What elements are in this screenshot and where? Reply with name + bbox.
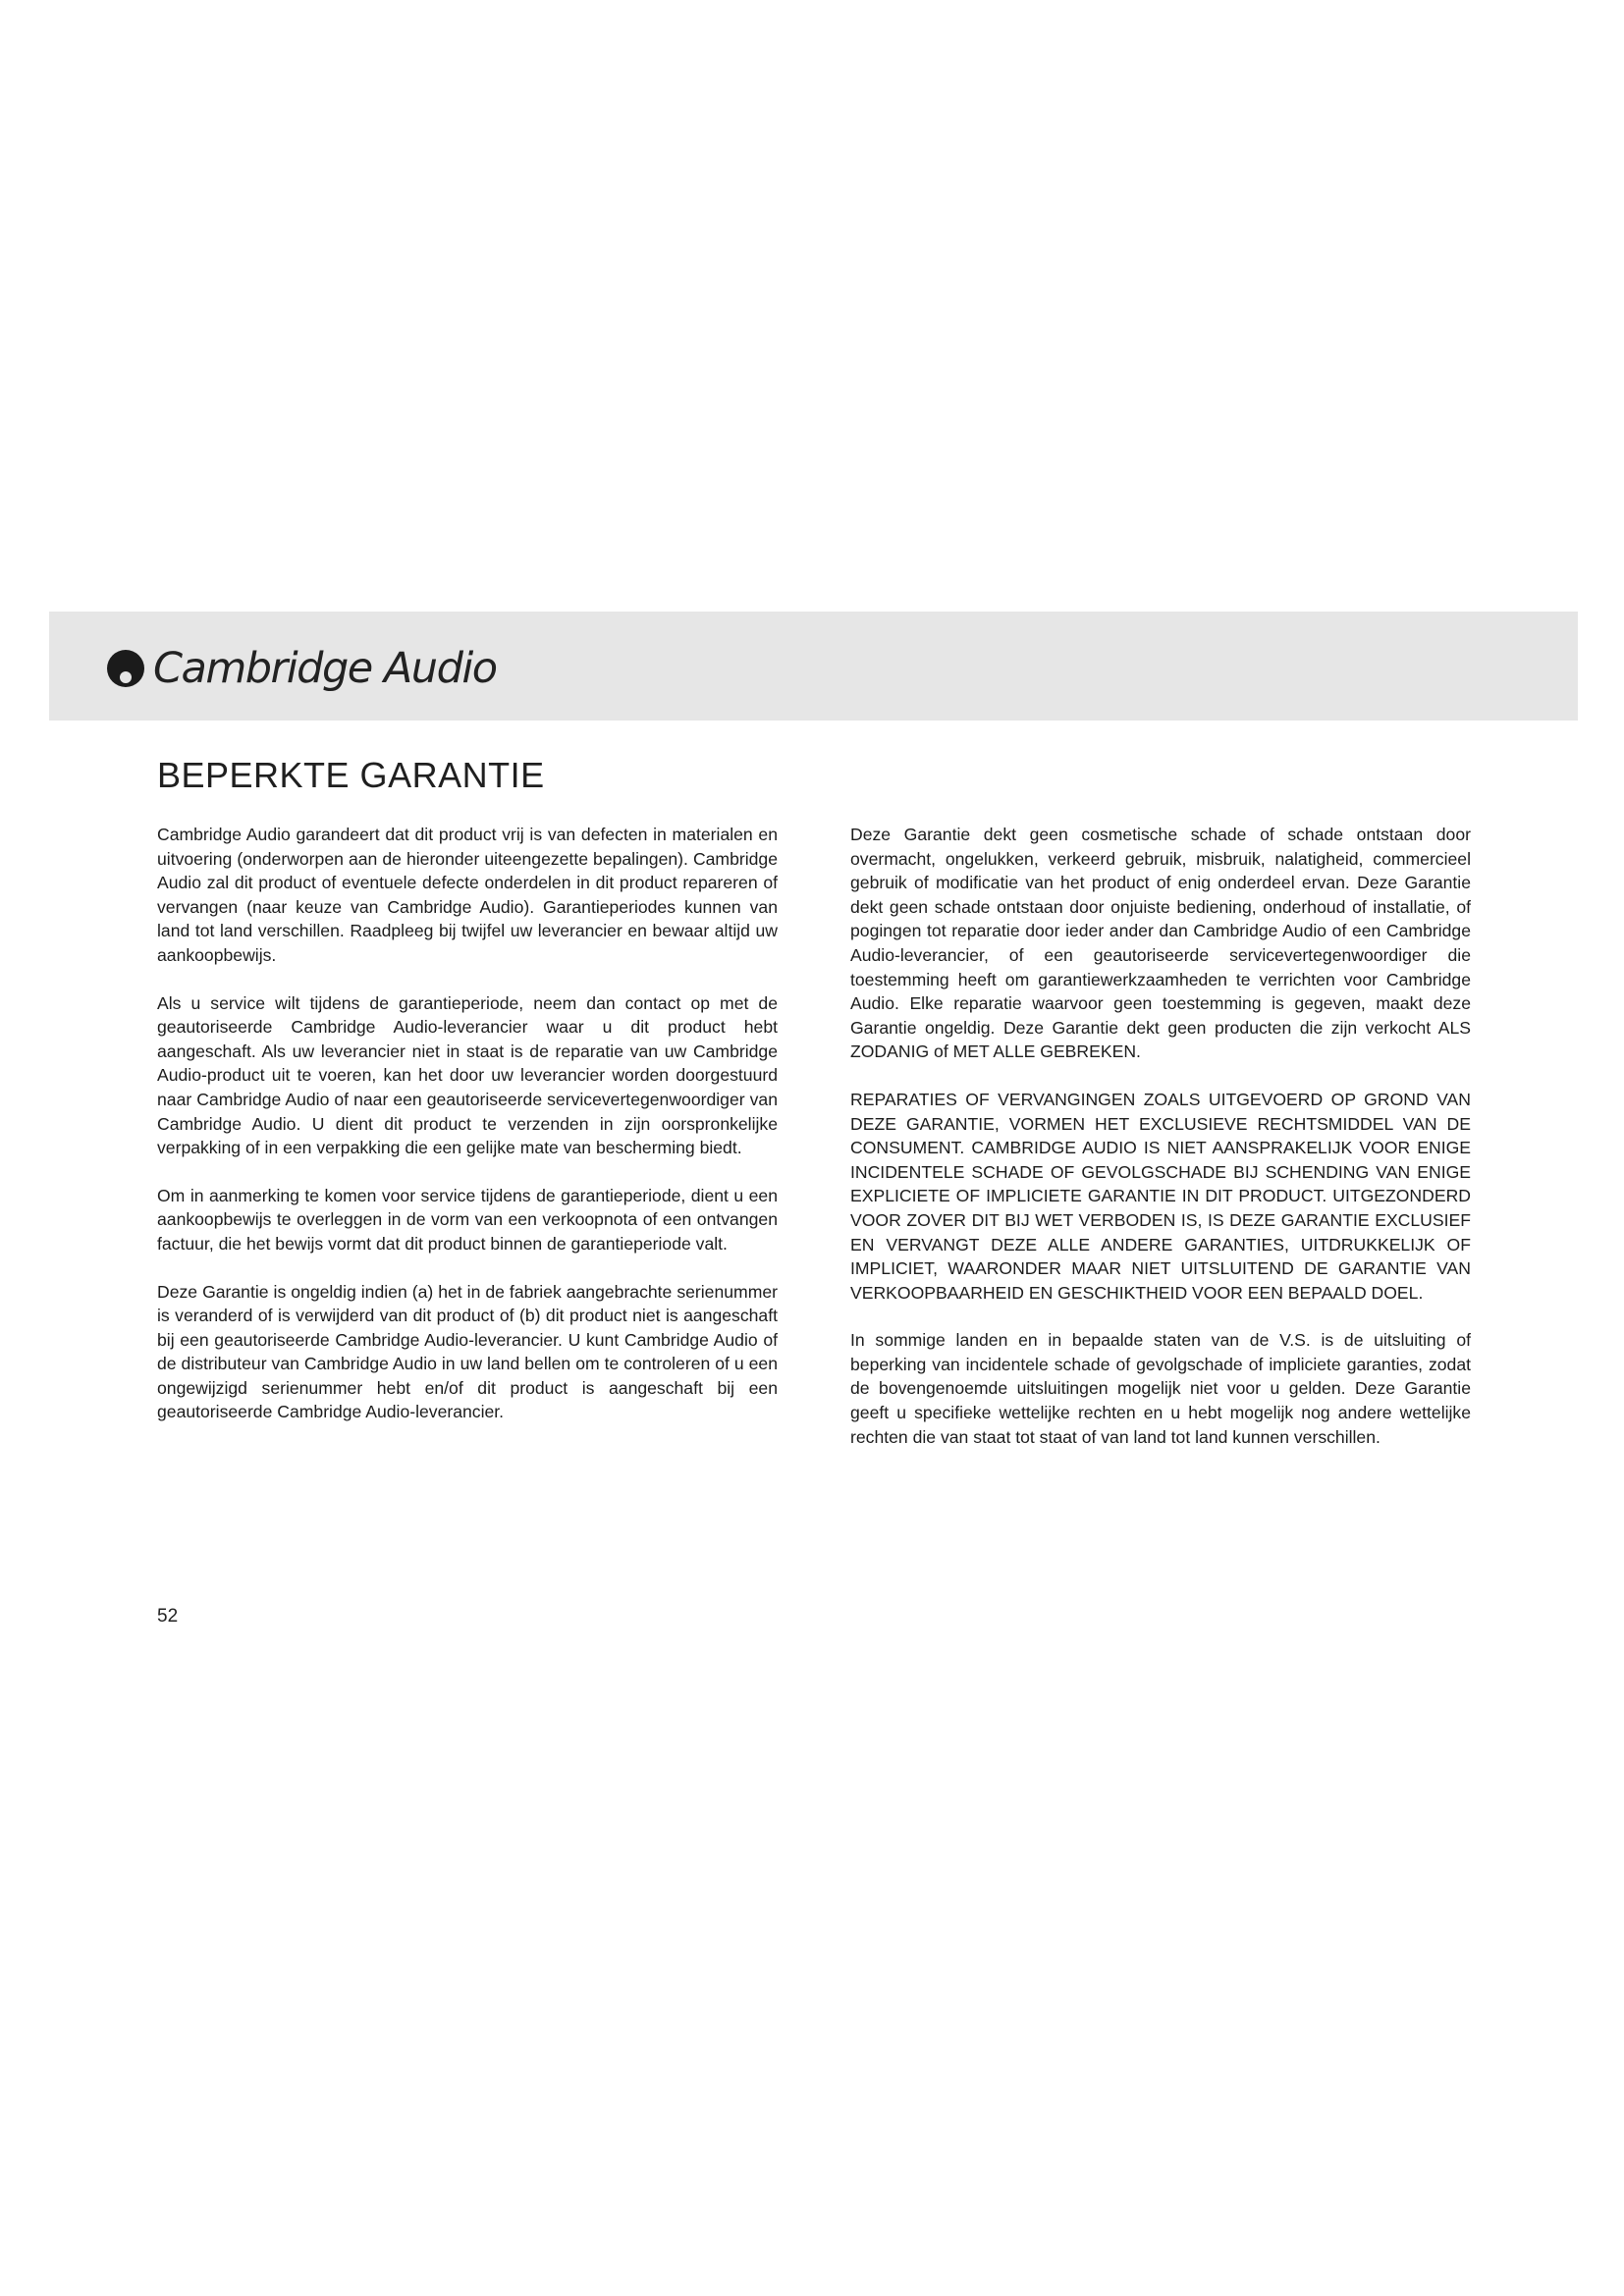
page-title: BEPERKTE GARANTIE xyxy=(157,755,545,795)
left-column xyxy=(157,823,778,1448)
brand-name: Cambridge Audio xyxy=(153,644,497,693)
paragraph: Cambridge Audio garandeert dat dit product vrij is van defecten in materialen en uitvoering (onderworpen aan de hieronder uiteengezette bepalingen). Cambridge Audio zal dit product of eventuele defecte onderdelen in dit product repareren of vervangen (naar keuze van Cambridge Audio). Garantieperiodes kunnen van land tot land verschillen. Raadpleeg bij twijfel uw leverancier en bewaar altijd uw aankoopbewijs. xyxy=(157,825,778,965)
paragraph: In sommige landen en in bepaalde staten van de V.S. is de uitsluiting of beperking van incidentele schade of gevolgschade of impliciete garanties, zodat de bovengenoemde uitsluitingen mogelijk niet voor u gelden. Deze Garantie geeft u specifieke wettelijke rechten en u hebt mogelijk nog andere wettelijke rechten die van staat tot staat of van land tot land kunnen verschillen. xyxy=(850,1330,1471,1447)
paragraph: Om in aanmerking te komen voor service tijdens de garantieperiode, dient u een aankoopbewijs te overleggen in de vorm van een verkoopnota of een ontvangen factuur, die het bewijs vormt dat dit product binnen de garantieperiode valt. xyxy=(157,1185,778,1254)
paragraph: REPARATIES OF VERVANGINGEN ZOALS UITGEVOERD OP GROND VAN DEZE GARANTIE, VORMEN HET EXCLUSIEVE RECHTSMIDDEL VAN DE CONSUMENT. CAMBRIDGE AUDIO IS NIET AANSPRAKELIJK VOOR ENIGE INCIDENTELE SCHADE OF GEVOLGSCHADE BIJ SCHENDING VAN ENIGE EXPLICIETE OF IMPLICIETE GARANTIE IN DIT PRODUCT. UITGEZONDERD VOOR ZOVER DIT BIJ WET VERBODEN IS, IS DEZE GARANTIE EXCLUSIEF EN VERVANGT DEZE ALLE ANDERE GARANTIES, UITDRUKKELIJK OF IMPLICIET, WAARONDER MAAR NIET UITSLUITEND DE GARANTIE VAN VERKOOPBAARHEID EN GESCHIKTHEID VOOR EEN BEPAALD DOEL. xyxy=(850,1089,1471,1303)
paragraph: Deze Garantie is ongeldig indien (a) het in de fabriek aangebrachte serienummer is veranderd of is verwijderd van dit product of (b) dit product niet is aangeschaft bij een geautoriseerde Cambridge Audio-leverancier. U kunt Cambridge Audio of de distributeur van Cambridge Audio in uw land bellen om te controleren of u een ongewijzigd serienummer hebt en/of dit product is aangeschaft bij een geautoriseerde Cambridge Audio-leverancier. xyxy=(157,1281,778,1422)
paragraph: Als u service wilt tijdens de garantieperiode, neem dan contact op met de geautoriseerde Cambridge Audio-leverancier waar u dit product hebt aangeschaft. Als uw leverancier niet in staat is de reparatie van uw Cambridge Audio-product uit te voeren, kan het door uw leverancier worden doorgestuurd naar Cambridge Audio of naar een geautoriseerde servicevertegenwoordiger van Cambridge Audio. U dient dit product te verzenden in zijn oorspronkelijke verpakking of in een verpakking die een gelijke mate van bescherming biedt. xyxy=(157,992,778,1158)
page-number: 52 xyxy=(157,1606,179,1627)
paragraph: Deze Garantie dekt geen cosmetische schade of schade ontstaan door overmacht, ongelukken, verkeerd gebruik, misbruik, nalatigheid, commercieel gebruik of modificatie van het product of enig onderdeel ervan. Deze Garantie dekt geen schade ontstaan door onjuiste bediening, onderhoud of installatie, of pogingen tot reparatie door ieder ander dan Cambridge Audio of een Cambridge Audio-leverancier, of een geautoriseerde servicevertegenwoordiger die toestemming heeft om garantiewerkzaamheden te verrichten voor Cambridge Audio. Elke reparatie waarvoor geen toestemming is gegeven, maakt deze Garantie ongeldig. Deze Garantie dekt geen producten die zijn verkocht ALS ZODANIG of MET ALLE GEBREKEN. xyxy=(850,825,1471,1062)
cambridge-audio-logo-icon xyxy=(106,649,145,688)
right-column xyxy=(850,823,1471,1472)
brand-logo xyxy=(106,643,497,694)
